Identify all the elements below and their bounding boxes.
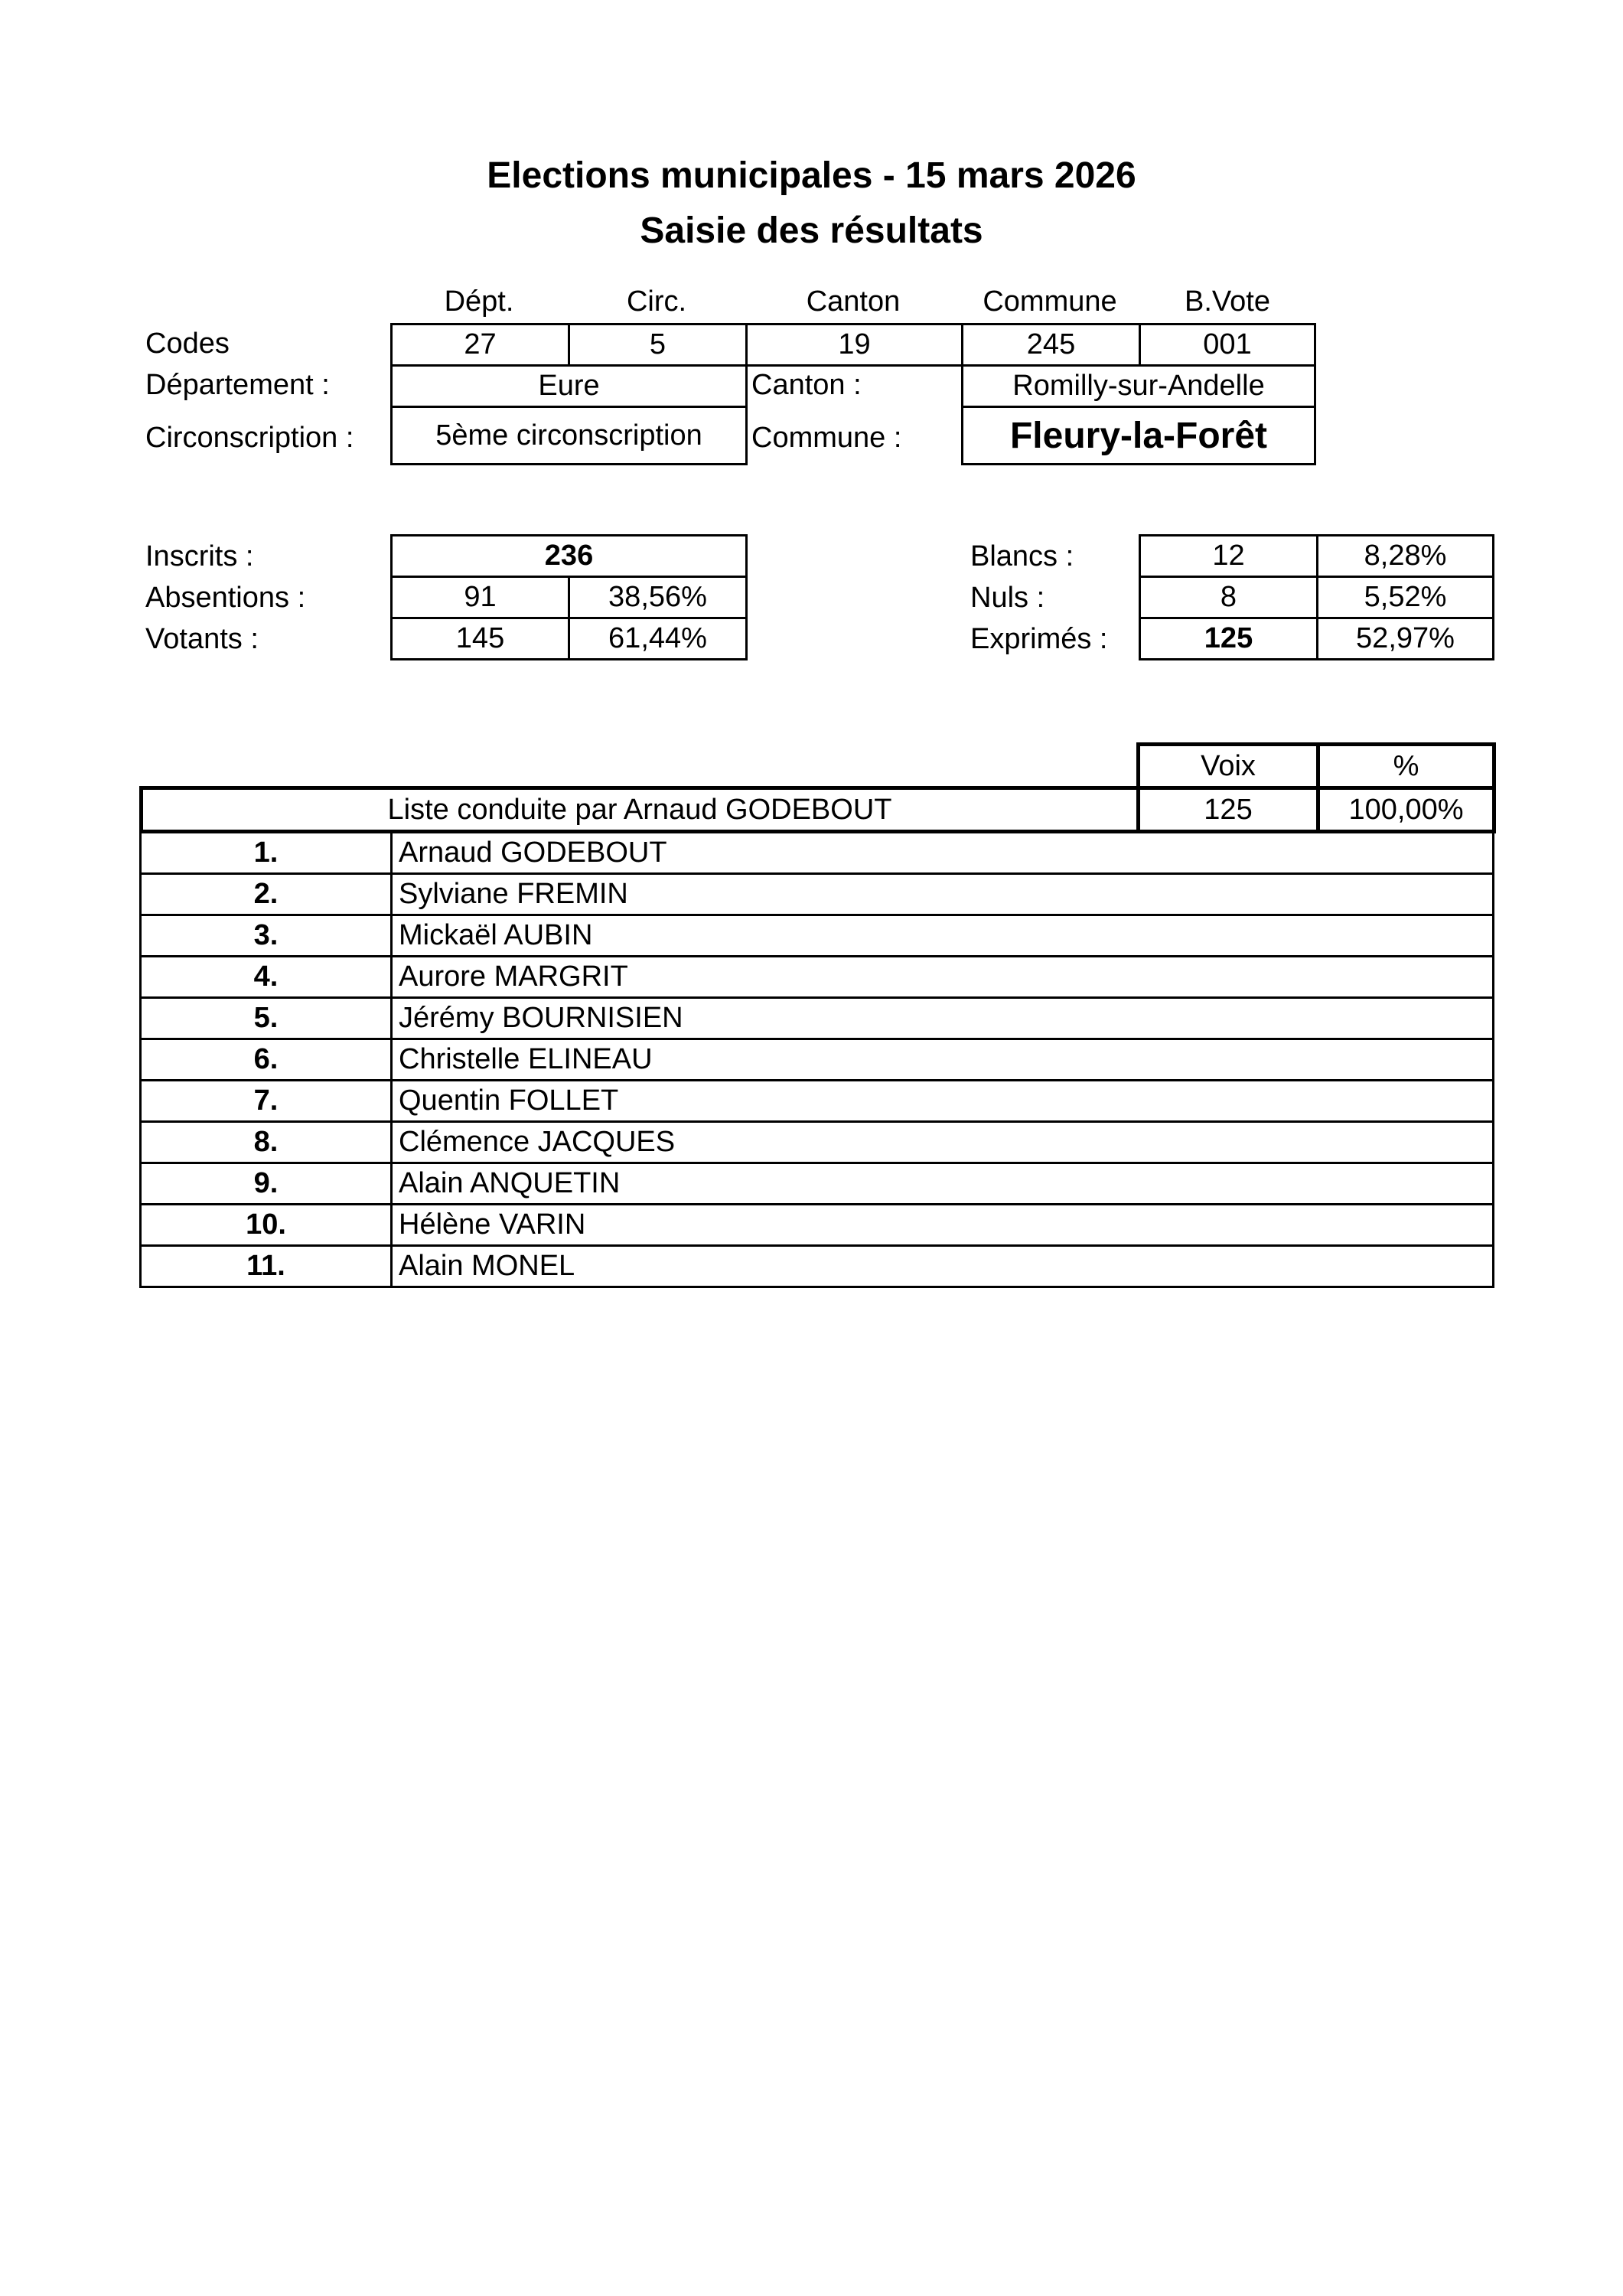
commune-value: Fleury-la-Forêt xyxy=(961,406,1316,465)
list-voix: 125 xyxy=(1136,786,1320,833)
candidate-number: 11. xyxy=(139,1244,393,1288)
nuls-value: 8 xyxy=(1139,576,1318,619)
departement-value: Eure xyxy=(390,364,748,408)
blancs-label: Blancs : xyxy=(970,540,1074,572)
candidate-number: 2. xyxy=(139,872,393,916)
blancs-value: 12 xyxy=(1139,534,1318,578)
exprimes-pct: 52,97% xyxy=(1316,617,1494,660)
header-dept: Dépt. xyxy=(444,285,514,318)
candidate-number: 1. xyxy=(139,831,393,875)
inscrits-label: Inscrits : xyxy=(145,540,254,572)
code-canton-cell: 19 xyxy=(745,323,963,367)
commune-label: Commune : xyxy=(751,422,902,454)
votants-value: 145 xyxy=(390,617,570,660)
candidate-name: Clémence JACQUES xyxy=(390,1120,1494,1164)
candidate-name: Quentin FOLLET xyxy=(390,1079,1494,1123)
document-subtitle: Saisie des résultats xyxy=(640,210,983,251)
candidate-number: 6. xyxy=(139,1038,393,1081)
nuls-pct: 5,52% xyxy=(1316,576,1494,619)
codes-label: Codes xyxy=(145,328,230,360)
circonscription-value: 5ème circonscription xyxy=(390,406,748,465)
document-title: Elections municipales - 15 mars 2026 xyxy=(487,155,1136,196)
candidate-name: Jérémy BOURNISIEN xyxy=(390,996,1494,1040)
nuls-label: Nuls : xyxy=(970,582,1045,614)
exprimes-label: Exprimés : xyxy=(970,623,1108,655)
canton-value: Romilly-sur-Andelle xyxy=(961,364,1316,408)
candidate-number: 9. xyxy=(139,1162,393,1205)
candidate-name: Christelle ELINEAU xyxy=(390,1038,1494,1081)
blancs-pct: 8,28% xyxy=(1316,534,1494,578)
candidate-number: 7. xyxy=(139,1079,393,1123)
absentions-pct: 38,56% xyxy=(568,576,748,619)
votants-pct: 61,44% xyxy=(568,617,748,660)
header-bvote: B.Vote xyxy=(1185,285,1270,318)
voix-header: Voix xyxy=(1136,742,1320,790)
pct-header: % xyxy=(1316,742,1496,790)
header-circ: Circ. xyxy=(626,285,687,318)
candidate-number: 10. xyxy=(139,1203,393,1247)
candidate-name: Hélène VARIN xyxy=(390,1203,1494,1247)
header-commune: Commune xyxy=(983,285,1117,318)
header-canton: Canton xyxy=(806,285,901,318)
canton-label: Canton : xyxy=(751,369,862,401)
inscrits-value: 236 xyxy=(390,534,748,578)
votants-label: Votants : xyxy=(145,623,259,655)
candidate-name: Mickaël AUBIN xyxy=(390,914,1494,957)
absentions-label: Absentions : xyxy=(145,582,306,614)
candidate-number: 4. xyxy=(139,955,393,999)
list-pct: 100,00% xyxy=(1316,786,1496,833)
list-name: Liste conduite par Arnaud GODEBOUT xyxy=(139,786,1140,833)
code-circ-cell: 5 xyxy=(568,323,748,367)
candidate-number: 5. xyxy=(139,996,393,1040)
candidate-number: 8. xyxy=(139,1120,393,1164)
departement-label: Département : xyxy=(145,369,330,401)
code-commune-cell: 245 xyxy=(961,323,1141,367)
candidate-name: Sylviane FREMIN xyxy=(390,872,1494,916)
candidate-name: Arnaud GODEBOUT xyxy=(390,831,1494,875)
candidate-number: 3. xyxy=(139,914,393,957)
candidate-name: Aurore MARGRIT xyxy=(390,955,1494,999)
candidate-name: Alain MONEL xyxy=(390,1244,1494,1288)
absentions-value: 91 xyxy=(390,576,570,619)
code-bvote-cell: 001 xyxy=(1139,323,1316,367)
code-dept-cell: 27 xyxy=(390,323,570,367)
circonscription-label: Circonscription : xyxy=(145,422,354,454)
exprimes-value: 125 xyxy=(1139,617,1318,660)
candidate-name: Alain ANQUETIN xyxy=(390,1162,1494,1205)
